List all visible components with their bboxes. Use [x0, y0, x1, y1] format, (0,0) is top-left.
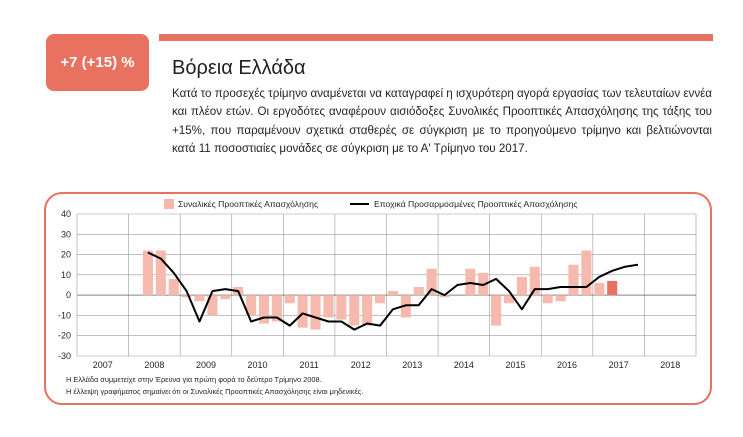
line-layer — [148, 253, 638, 330]
x-tick-label: 2008 — [144, 360, 165, 370]
bar — [311, 295, 321, 329]
legend-bars-label: Συναλικές Προοπτικές Απασχόλησης — [178, 199, 319, 209]
bar — [323, 295, 333, 317]
bar — [285, 295, 295, 303]
chart-note-1: Η Ελλάδα συμμετείχε στην Έρευνα για πρώτη φορά το δεύτερο Τρίμηνο 2008. — [66, 375, 322, 384]
x-tick-label: 2017 — [608, 360, 629, 370]
y-tick-label: 10 — [60, 269, 71, 280]
bar — [388, 291, 398, 295]
x-tick-label: 2009 — [195, 360, 216, 370]
legend-line-label: Εποχικά Προσαρμοσμένες Προοπτικές Απασχόλησης — [374, 199, 578, 209]
bar — [465, 269, 475, 295]
y-tick-label: 20 — [60, 249, 71, 260]
bar — [362, 295, 372, 325]
x-tick-label: 2016 — [557, 360, 578, 370]
bar — [517, 277, 527, 295]
outlook-badge: +7 (+15) % — [46, 34, 149, 91]
bar — [543, 295, 553, 303]
y-tick-label: -10 — [57, 310, 71, 321]
bar — [298, 295, 308, 327]
x-tick-label: 2018 — [660, 360, 681, 370]
summary-paragraph: Κατά το προσεχές τρίμηνο αναμένεται να καταγραφεί η ισχυρότερη αγορά εργασίας των τελευταίων εννέα και πλέον ετών. Οι εργοδότες αναφέρουν αισιόδοξες Συνολικές Προοπτικές Απασχόλησης της τάξης του +15%, που παραμένουν σχετικά σταθερές σε σύγκριση με το προηγούμενο τρίμηνο και βελτιώνονται κατά 11 ποσοστιαίες μονάδες σε σύγκριση με το Α' Τρίμηνο του 2017. — [172, 87, 712, 156]
bar — [414, 287, 424, 295]
x-tick-label: 2015 — [505, 360, 526, 370]
x-tick-label: 2013 — [402, 360, 423, 370]
chart-note-2: Η έλλειψη γραφήματος σημαίνει ότι οι Συναλικές Προοπτικές Απασχόλησης είναι μηδενικές. — [66, 387, 364, 396]
bar — [594, 283, 604, 295]
bar — [143, 251, 153, 296]
y-tick-label: 0 — [65, 290, 71, 301]
bar — [491, 295, 501, 325]
bar — [581, 251, 591, 296]
y-tick-label: 30 — [60, 229, 71, 240]
bar — [568, 265, 578, 295]
legend — [164, 199, 578, 209]
bar — [169, 279, 179, 295]
bar — [349, 295, 359, 325]
y-tick-label: -20 — [57, 330, 71, 341]
series-line — [148, 253, 638, 330]
y-tick-label: 40 — [60, 209, 71, 219]
bar — [182, 295, 192, 297]
x-tick-label: 2014 — [453, 360, 474, 370]
region-title: Βόρεια Ελλάδα — [172, 57, 306, 79]
x-tick-label: 2011 — [299, 360, 319, 370]
bar — [375, 295, 385, 303]
bar — [607, 281, 617, 295]
x-tick-label: 2007 — [92, 360, 113, 370]
x-tick-label: 2012 — [350, 360, 371, 370]
x-tick-label: 2010 — [247, 360, 268, 370]
y-tick-label: -30 — [57, 351, 71, 361]
bar — [220, 295, 230, 299]
bar — [556, 295, 566, 301]
legend-bar-swatch — [164, 199, 174, 209]
bar — [194, 295, 204, 301]
bar — [336, 295, 346, 319]
